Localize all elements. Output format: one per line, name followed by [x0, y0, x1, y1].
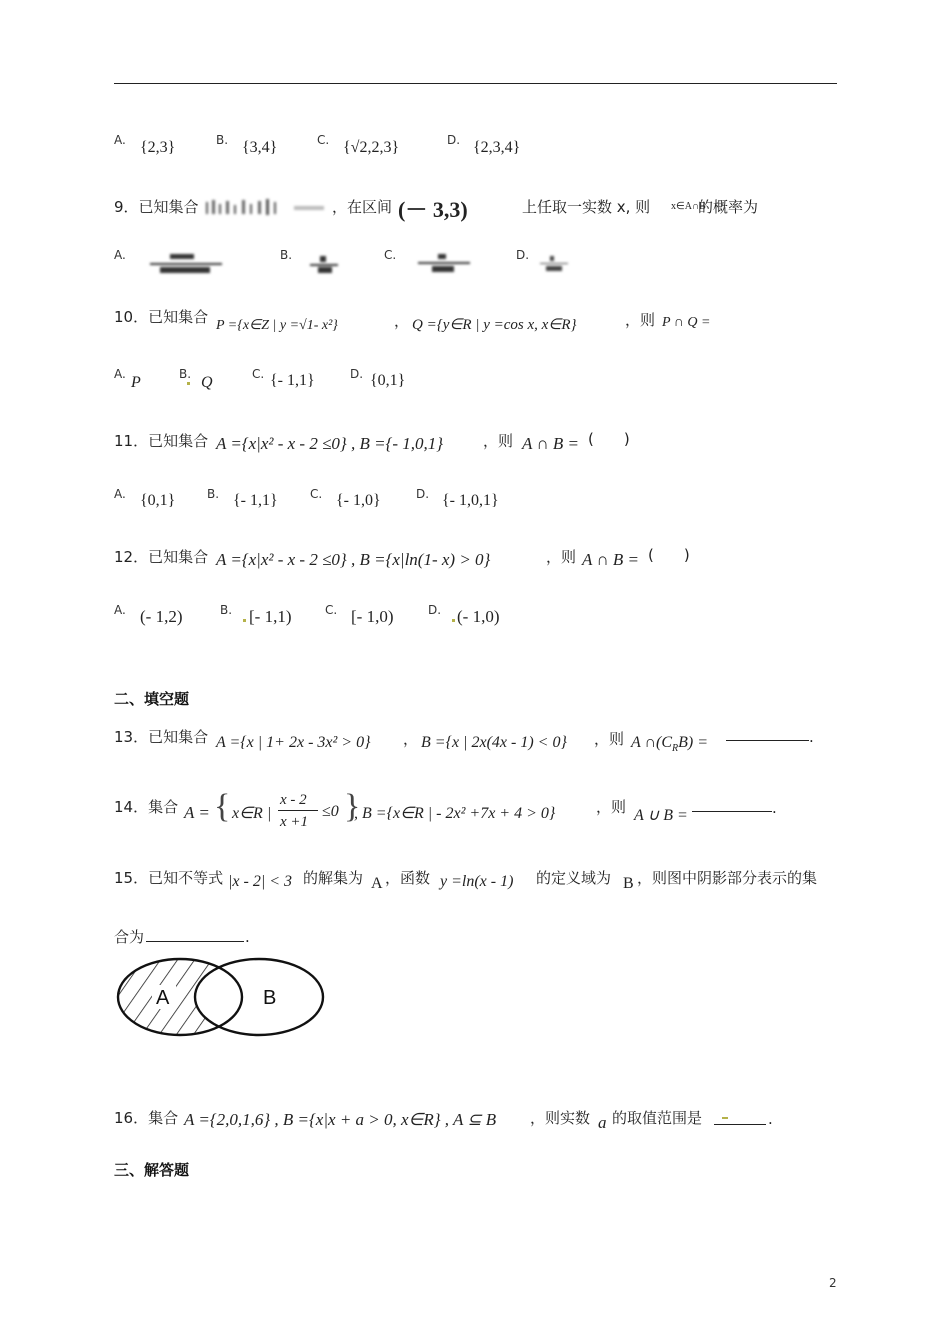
marker-dot [452, 619, 455, 622]
q15-p2: ，函数 [385, 869, 431, 887]
q11-option-b: {- 1,1} [233, 492, 278, 509]
q15-p3: 的定义域为 [536, 869, 612, 887]
q14-numerator: x - 2 [280, 792, 307, 808]
q11-option-a-label: A. [114, 487, 126, 501]
q14-a-condition: x∈R | [232, 805, 272, 822]
q13-comma: ， [403, 730, 419, 748]
q12-option-c: [- 1,0) [351, 607, 394, 626]
q10-set-p: P ={x∈Z | y =√1- x²} [216, 318, 338, 333]
q8-option-d: {2,3,4} [473, 139, 521, 156]
q16-variable: a [598, 1113, 607, 1132]
q11-paren: ( ) [588, 430, 630, 448]
q8-option-c-label: C. [317, 133, 330, 147]
q14-prefix: 14．集合 [114, 798, 179, 816]
venn-diagram [112, 955, 328, 1039]
q9-mid: ，在区间 [332, 198, 393, 216]
q10-set-q: Q ={y∈R | y =cos x, x∈R} [412, 317, 577, 333]
q12-prefix: 12．已知集合 [114, 548, 209, 566]
q13-period: . [809, 728, 814, 746]
q14-fraction-bar [278, 810, 318, 811]
q9-option-d-label: D. [516, 248, 530, 262]
q14-expr: A ∪ B = [634, 807, 688, 824]
q10-option-a: P [131, 374, 141, 391]
q16-period: . [768, 1110, 773, 1128]
q14-then: ，则 [596, 798, 627, 816]
q10-comma: ， [394, 312, 410, 330]
q15-inequality: |x - 2| < 3 [228, 873, 293, 890]
q14-right-brace: } [344, 788, 361, 825]
q14-a-start: A = [184, 803, 210, 822]
q9-end: 的概率为 [698, 198, 759, 216]
q12-sets: A ={x|x² - x - 2 ≤0} , B ={x|ln(1- x) > 0} [216, 550, 491, 569]
q9-interval: (－ 3,3) [398, 197, 468, 222]
q8-option-d-label: D. [447, 133, 461, 147]
q10-prefix: 10．已知集合 [114, 308, 209, 326]
q9-set-b-image [292, 201, 328, 215]
q11-option-d-label: D. [416, 487, 430, 501]
q15-set-a-name: A [371, 875, 383, 892]
q9-option-d-image [538, 254, 570, 274]
q14-period: . [772, 799, 777, 817]
q16-sets: A ={2,0,1,6} , B ={x|x + a > 0, x∈R} , A ⊆ B [184, 1110, 497, 1129]
q12-option-d-label: D. [428, 603, 442, 617]
q12-then: ，则 [546, 548, 577, 566]
q14-answer-blank[interactable] [692, 811, 772, 812]
q9-option-c-label: C. [384, 248, 397, 262]
q12-option-b-label: B. [220, 603, 233, 617]
q8-option-b: {3,4} [242, 139, 278, 156]
q11-option-d: {- 1,0,1} [442, 492, 499, 509]
q15-prefix: 15．已知不等式 [114, 869, 224, 887]
q15-set-b-name: B [623, 875, 634, 892]
q12-option-d: (- 1,0) [457, 607, 500, 626]
q13-set-a: A ={x | 1+ 2x - 3x² > 0} [216, 734, 371, 751]
q9-option-a-label: A. [114, 248, 126, 262]
q14-left-brace: { [214, 788, 231, 825]
q10-then: ，则 [625, 311, 656, 329]
q9-option-b-image [308, 254, 340, 276]
q12-option-a: (- 1,2) [140, 607, 183, 626]
q11-option-c: {- 1,0} [336, 492, 381, 509]
q12-option-c-label: C. [325, 603, 338, 617]
venn-label-b: B [263, 987, 277, 1009]
q11-option-a: {0,1} [140, 492, 176, 509]
page-number: 2 [829, 1276, 837, 1290]
q8-option-b-label: B. [216, 133, 229, 147]
q15-p1: 的解集为 [303, 869, 364, 887]
header-rule [114, 83, 837, 84]
q13-set-b: B ={x | 2x(4x - 1) < 0} [421, 734, 567, 751]
q15-line2: 合为 [114, 928, 145, 946]
q9-prefix: 9．已知集合 [114, 198, 199, 216]
q11-then: ，则 [483, 432, 514, 450]
q11-option-c-label: C. [310, 487, 323, 501]
q10-option-a-label: A. [114, 367, 126, 381]
q15-function: y =ln(x - 1) [440, 873, 514, 890]
venn-label-a: A [156, 987, 170, 1009]
q15-period: . [245, 928, 250, 946]
q16-p1: ，则实数 [530, 1109, 591, 1127]
q10-option-b-label: B. [179, 367, 192, 381]
q10-option-d-label: D. [350, 367, 364, 381]
q13-prefix: 13．已知集合 [114, 728, 209, 746]
q16-answer-blank[interactable] [714, 1124, 766, 1125]
q10-option-c: {- 1,1} [270, 372, 315, 389]
q13-then: ，则 [594, 730, 625, 748]
q11-prefix: 11．已知集合 [114, 432, 209, 450]
q9-condition: x∈A∩B [671, 201, 706, 212]
q14-set-b: , B ={x∈R | - 2x² +7x + 4 > 0} [354, 805, 556, 822]
q9-option-a-image [148, 252, 224, 276]
q9-set-a-image [204, 196, 282, 218]
q9-suffix: 上任取一实数 x, 则 [522, 198, 651, 216]
section-heading-answer: 三、解答题 [114, 1161, 190, 1179]
q11-option-b-label: B. [207, 487, 220, 501]
q12-paren: ( ) [648, 546, 690, 564]
marker-dot [243, 619, 246, 622]
q10-option-d: {0,1} [370, 372, 406, 389]
q12-expr: A ∩ B = [582, 550, 639, 569]
q8-option-c: {√2,2,3} [343, 139, 400, 156]
q11-sets: A ={x|x² - x - 2 ≤0} , B ={- 1,0,1} [216, 434, 444, 453]
q10-expr: P ∩ Q = [662, 315, 711, 330]
q16-prefix: 16．集合 [114, 1109, 179, 1127]
q12-option-b: [- 1,1) [249, 607, 292, 626]
q9-option-c-image [416, 252, 472, 276]
marker-dash [722, 1117, 728, 1119]
marker-dot [187, 382, 190, 385]
q10-option-b: Q [201, 374, 213, 391]
q16-p2: 的取值范围是 [612, 1109, 703, 1127]
q15-answer-blank[interactable] [146, 941, 244, 942]
q12-option-a-label: A. [114, 603, 126, 617]
q13-answer-blank[interactable] [726, 740, 809, 741]
q14-denominator: x +1 [280, 814, 309, 830]
q8-option-a: {2,3} [140, 139, 176, 156]
q11-expr: A ∩ B = [522, 434, 579, 453]
q10-option-c-label: C. [252, 367, 265, 381]
q14-le: ≤0 [322, 803, 339, 820]
q8-option-a-label: A. [114, 133, 126, 147]
section-heading-fill-in: 二、填空题 [114, 690, 190, 708]
q9-option-b-label: B. [280, 248, 293, 262]
q15-p4: ，则图中阴影部分表示的集 [637, 869, 818, 887]
q13-expr: A $\cap(C_RB)$ = [631, 734, 709, 755]
